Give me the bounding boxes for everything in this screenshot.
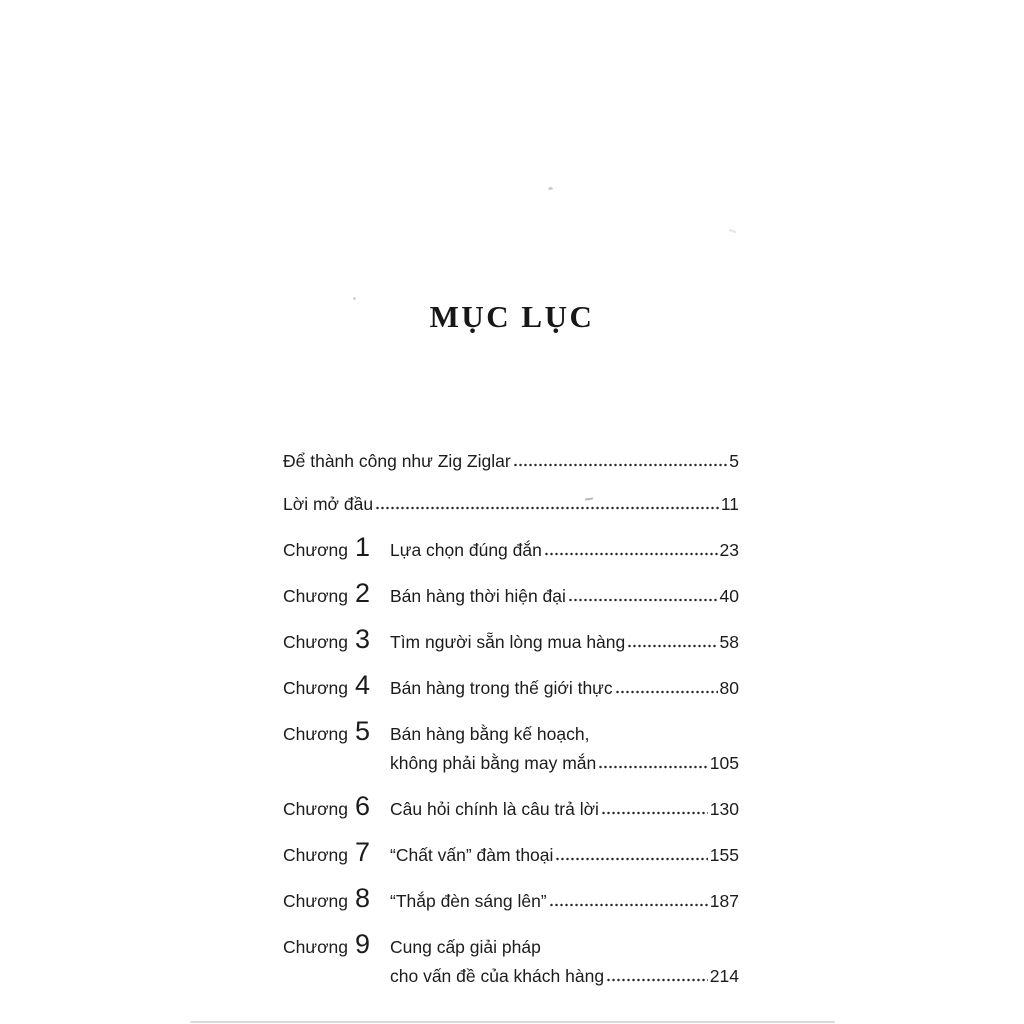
entry-title-block [390, 540, 739, 560]
dot-leader [549, 903, 708, 907]
entry-title-block [390, 632, 739, 652]
chapter-label: Chương [283, 632, 349, 652]
entry-title: cho vấn đề của khách hàng [390, 966, 605, 986]
toc-entry [283, 532, 739, 562]
entry-title-block [283, 494, 739, 514]
toc-entry [283, 929, 739, 986]
page-number: 105 [709, 753, 739, 773]
toc-entry [283, 883, 739, 913]
entry-title-line [390, 799, 739, 819]
entry-title-line [390, 632, 739, 652]
toc-entry [283, 837, 739, 867]
page-number: 5 [729, 451, 739, 471]
toc-entry [283, 624, 739, 654]
dot-leader [555, 857, 707, 861]
chapter-label-group [283, 532, 390, 562]
dot-leader [513, 463, 728, 467]
entry-title: Cung cấp giải pháp [390, 937, 541, 957]
entry-title: Lựa chọn đúng đắn [390, 540, 542, 560]
entry-title-block [390, 937, 739, 986]
chapter-number: 9 [355, 929, 371, 959]
chapter-label-group [283, 716, 390, 746]
dot-leader [601, 811, 708, 815]
toc-entry [283, 494, 739, 514]
chapter-number: 3 [355, 624, 371, 654]
entry-title-line [390, 753, 739, 773]
scan-artifact [548, 187, 553, 190]
entry-title: không phải bằng may mắn [390, 753, 597, 773]
entry-title: Tìm người sẵn lòng mua hàng [390, 632, 626, 652]
chapter-label-group [283, 624, 390, 654]
entry-title: Để thành công như Zig Ziglar [283, 451, 511, 471]
entry-title-block [390, 586, 739, 606]
scan-artifact [353, 297, 356, 300]
page-number: 214 [709, 966, 739, 986]
page-number: 187 [709, 891, 739, 911]
chapter-label-group [283, 578, 390, 608]
entry-title-block [390, 891, 739, 911]
entry-title-line [390, 845, 739, 865]
chapter-number: 2 [355, 578, 371, 608]
page-number: 23 [719, 540, 739, 560]
entry-title-line [390, 586, 739, 606]
entry-title: Lời mở đầu [283, 494, 374, 514]
entry-title: Câu hỏi chính là câu trả lời [390, 799, 599, 819]
toc-list [283, 451, 739, 1009]
entry-title: “Thắp đèn sáng lên” [390, 891, 547, 911]
chapter-number: 6 [355, 791, 371, 821]
chapter-number: 7 [355, 837, 371, 867]
dot-leader [544, 552, 718, 556]
chapter-label-group [283, 670, 390, 700]
chapter-label: Chương [283, 845, 349, 865]
chapter-label: Chương [283, 540, 349, 560]
chapter-label-group [283, 883, 390, 913]
chapter-number: 1 [355, 532, 371, 562]
entry-title-block [390, 724, 739, 773]
dot-leader [627, 644, 717, 648]
entry-title-line [283, 494, 739, 514]
chapter-label-group [283, 791, 390, 821]
entry-title-line [390, 540, 739, 560]
page-edge-shadow [190, 1021, 835, 1023]
chapter-label-group [283, 929, 390, 959]
toc-entry [283, 578, 739, 608]
chapter-number: 5 [355, 716, 371, 746]
page-number: 40 [719, 586, 739, 606]
page-number: 58 [719, 632, 739, 652]
page-number: 130 [709, 799, 739, 819]
chapter-label: Chương [283, 891, 349, 911]
page-number: 80 [719, 678, 739, 698]
entry-title: “Chất vấn” đàm thoại [390, 845, 554, 865]
dot-leader [598, 765, 708, 769]
entry-title-block [390, 678, 739, 698]
dot-leader [606, 978, 708, 982]
chapter-label: Chương [283, 724, 349, 744]
entry-title-line [390, 937, 739, 957]
toc-entry [283, 670, 739, 700]
entry-title: Bán hàng trong thế giới thực [390, 678, 613, 698]
chapter-label-group [283, 837, 390, 867]
chapter-number: 4 [355, 670, 371, 700]
entry-title-line [390, 724, 739, 744]
chapter-label: Chương [283, 937, 349, 957]
entry-title: Bán hàng bằng kế hoạch, [390, 724, 590, 744]
dot-leader [615, 690, 718, 694]
entry-title-line [390, 678, 739, 698]
page-number: 11 [720, 494, 739, 514]
dot-leader [375, 506, 719, 510]
entry-title-line [283, 451, 739, 471]
toc-entry [283, 451, 739, 471]
toc-entry [283, 716, 739, 773]
entry-title-block [390, 845, 739, 865]
chapter-label: Chương [283, 799, 349, 819]
dot-leader [568, 598, 718, 602]
entry-title-line [390, 966, 739, 986]
chapter-label: Chương [283, 678, 349, 698]
chapter-number: 8 [355, 883, 371, 913]
page-number: 155 [709, 845, 739, 865]
chapter-label: Chương [283, 586, 349, 606]
entry-title-line [390, 891, 739, 911]
entry-title: Bán hàng thời hiện đại [390, 586, 566, 606]
scan-artifact [729, 229, 736, 233]
entry-title-block [390, 799, 739, 819]
entry-title-block [283, 451, 739, 471]
toc-entry [283, 791, 739, 821]
page-title: MỤC LỤC [429, 299, 595, 334]
